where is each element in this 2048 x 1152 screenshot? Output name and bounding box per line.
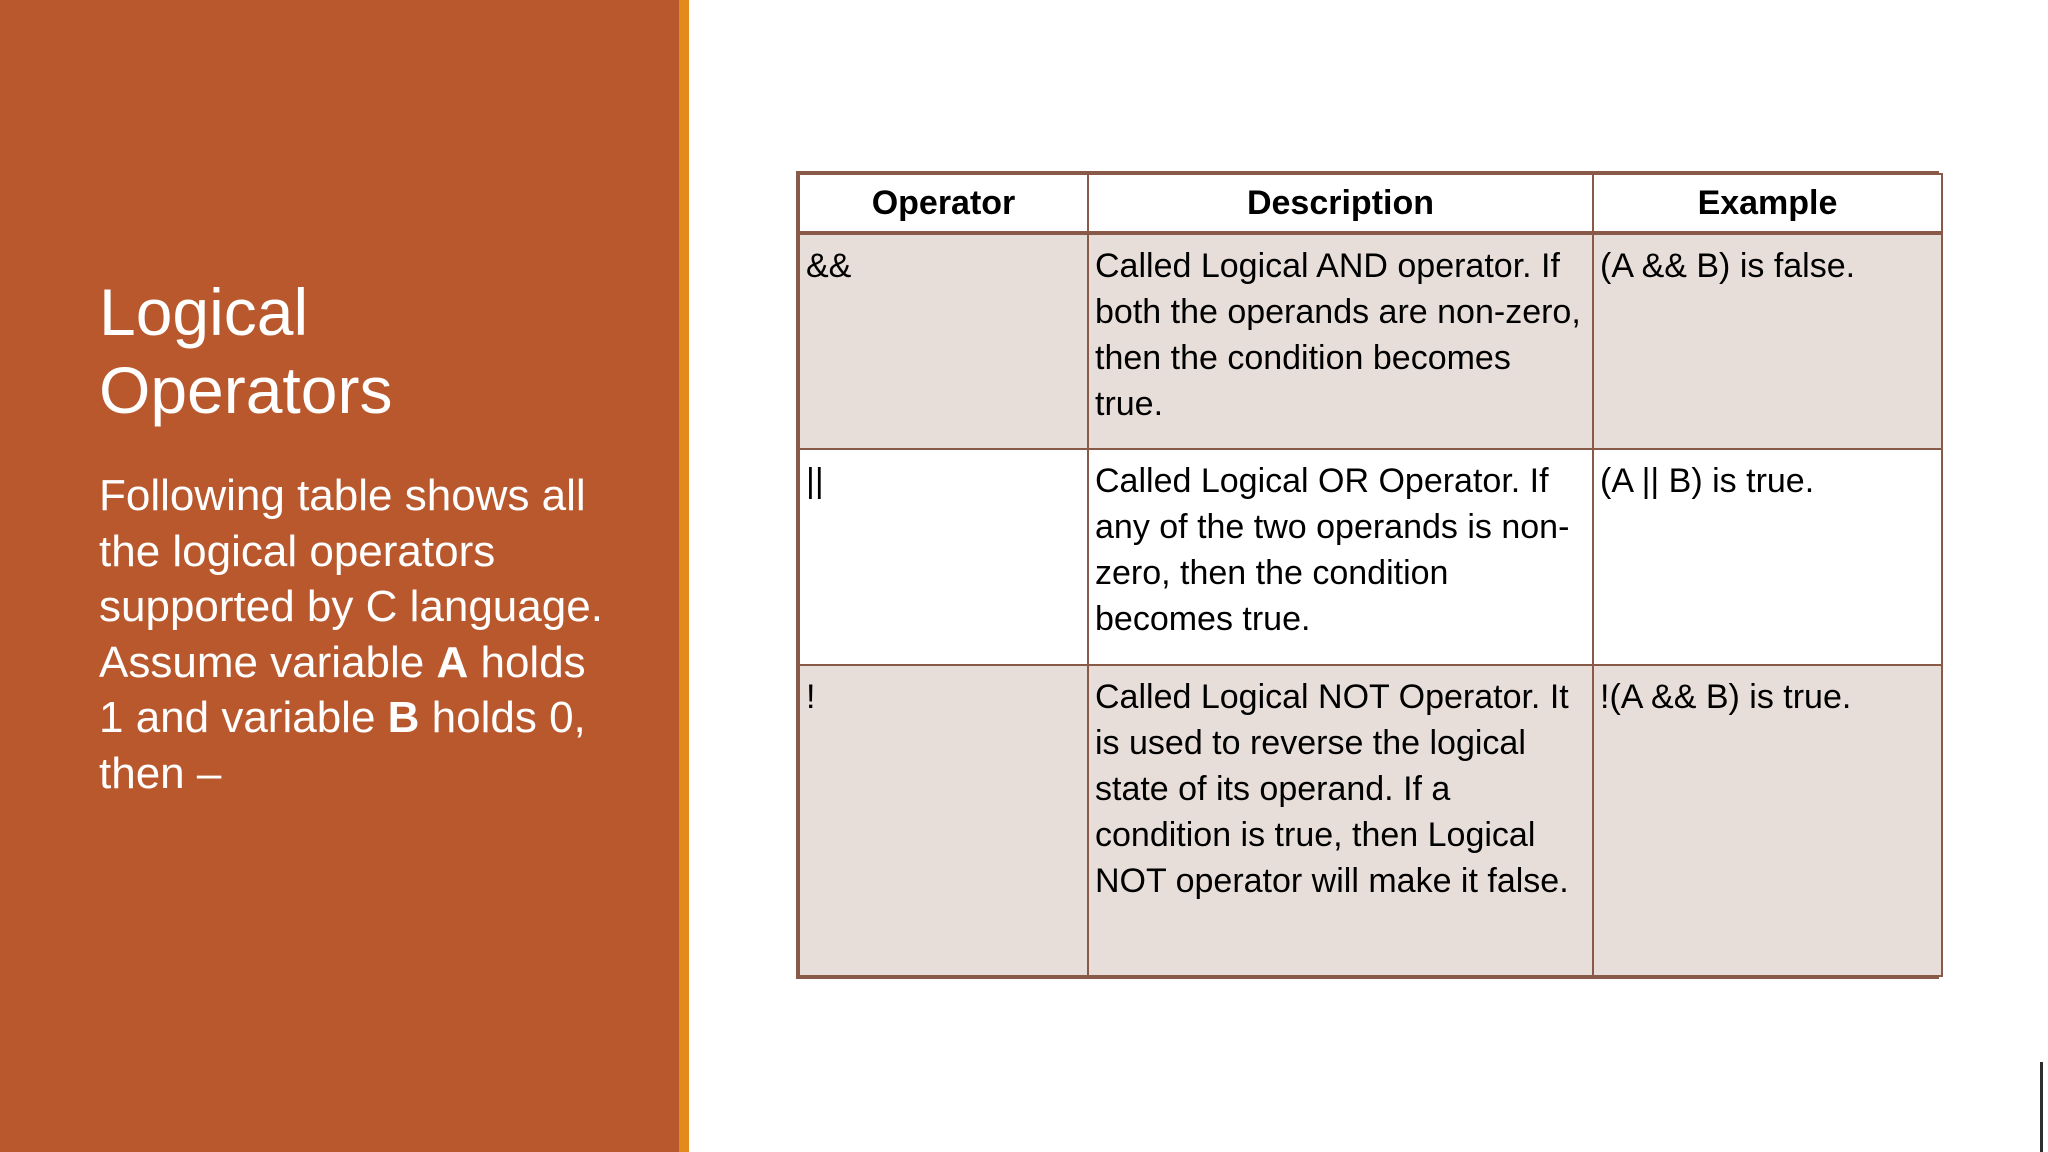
table-row	[799, 665, 1942, 976]
operator-cell: !	[799, 665, 1088, 976]
accent-stripe	[679, 0, 689, 1152]
header-example: Example	[1593, 174, 1942, 233]
table-header-row	[799, 174, 1942, 233]
body-part-3: holds 0, then –	[99, 693, 586, 798]
corner-mark	[2040, 1062, 2043, 1152]
operator-cell: ||	[799, 449, 1088, 665]
table-row	[799, 233, 1942, 449]
operators-table	[796, 171, 1939, 979]
slide-description	[99, 468, 619, 801]
body-part-2: holds 1 and variable	[99, 637, 586, 742]
description-cell: Called Logical AND operator. If both the operands are non-zero, then the condition becomes true.	[1088, 233, 1593, 449]
title-line-2: Operators	[99, 353, 393, 427]
title-line-1: Logical	[99, 275, 309, 349]
example-cell: (A && B) is false.	[1593, 233, 1942, 449]
operator-cell: &&	[799, 233, 1088, 449]
table-row	[799, 449, 1942, 665]
example-cell: (A || B) is true.	[1593, 449, 1942, 665]
variable-a: A	[436, 637, 469, 687]
header-description: Description	[1088, 174, 1593, 233]
body-part-1: Following table shows all the logical operators supported by C language. Assume variable	[99, 471, 603, 687]
variable-b: B	[387, 693, 420, 742]
description-cell: Called Logical NOT Operator. It is used to reverse the logical state of its operand. If a condition is true, then Logical NOT operator will make it false.	[1088, 665, 1593, 976]
slide-title	[99, 273, 619, 429]
description-cell: Called Logical OR Operator. If any of the two operands is non-zero, then the condition becomes true.	[1088, 449, 1593, 665]
example-cell: !(A && B) is true.	[1593, 665, 1942, 976]
header-operator: Operator	[799, 174, 1088, 233]
